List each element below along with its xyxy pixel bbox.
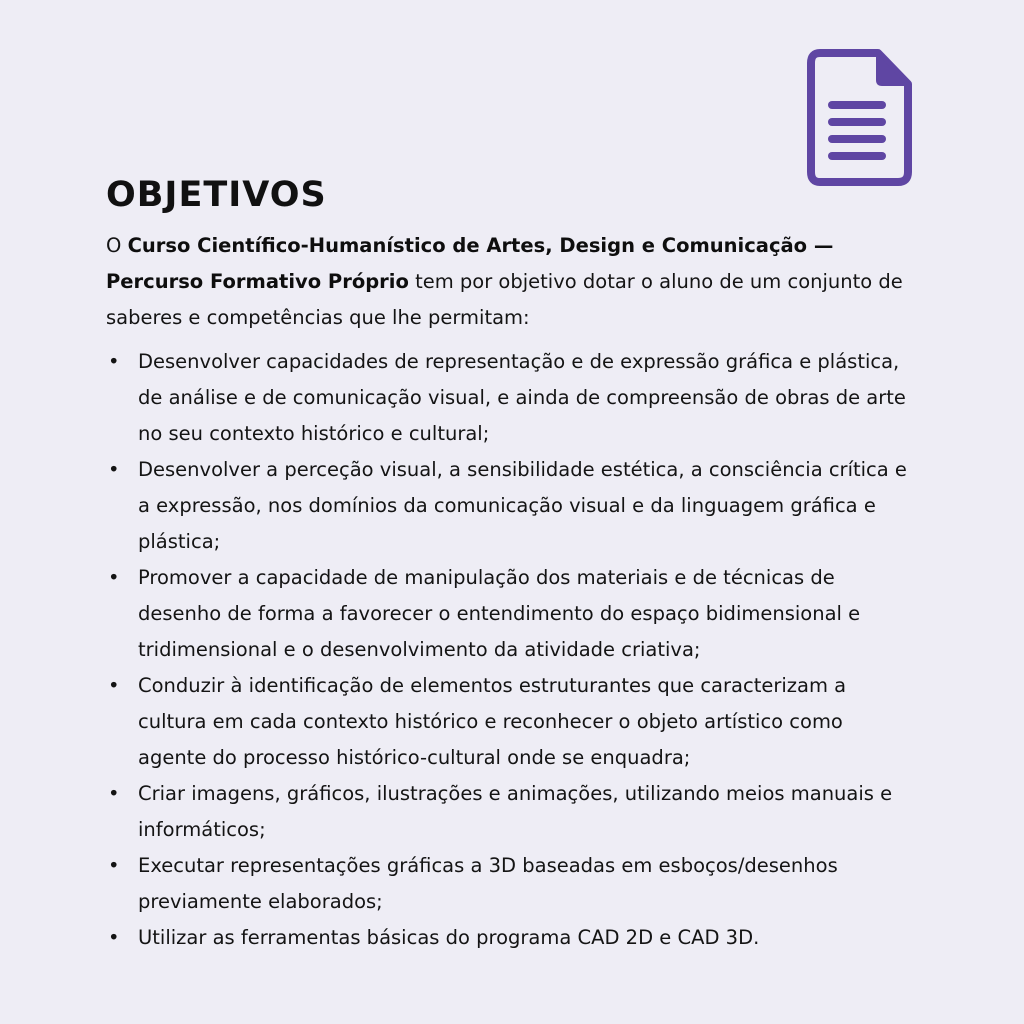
bullet: • [108, 926, 120, 949]
list-item [106, 560, 916, 668]
list-item [106, 668, 916, 776]
list-item-text: Promover a capacidade de manipulação dos materiais e de técnicas de desenho de forma a favorecer o entendimento do espaço bidimensional e tridimensional e o desenvolvimento da atividade criativa; [138, 566, 861, 661]
bullet: • [108, 566, 120, 589]
intro-prefix: O [106, 234, 128, 257]
list-item-text: Criar imagens, gráficos, ilustrações e animações, utilizando meios manuais e informáticos; [138, 782, 893, 841]
bullet: • [108, 458, 120, 481]
list-item [106, 344, 916, 452]
objectives-list [106, 344, 916, 956]
bullet: • [108, 350, 120, 373]
document-icon [806, 48, 914, 188]
bullet: • [108, 854, 120, 877]
list-item-text: Desenvolver a perceção visual, a sensibilidade estética, a consciência crítica e a expressão, nos domínios da comunicação visual e da linguagem gráfica e plástica; [138, 458, 907, 553]
list-item-text: Utilizar as ferramentas básicas do programa CAD 2D e CAD 3D. [138, 926, 760, 949]
intro-paragraph [106, 228, 916, 336]
list-item-text: Executar representações gráficas a 3D baseadas em esboços/desenhos previamente elaborados; [138, 854, 838, 913]
intro-suffix: tem por objetivo dotar o aluno de um conjunto de saberes e competências que lhe permitam: [106, 270, 903, 329]
page-title: OBJETIVOS [106, 175, 327, 215]
bullet: • [108, 674, 120, 697]
list-item-text: Desenvolver capacidades de representação e de expressão gráfica e plástica, de análise e de comunicação visual, e ainda de compreensão de obras de arte no seu contexto histórico e cultural; [138, 350, 906, 445]
list-item [106, 848, 916, 920]
course-name: Curso Científico-Humanístico de Artes, Design e Comunicação — Percurso Formativo Próprio [106, 234, 834, 293]
content-body [106, 228, 916, 956]
list-item [106, 920, 916, 956]
list-item [106, 452, 916, 560]
list-item-text: Conduzir à identificação de elementos estruturantes que caracterizam a cultura em cada contexto histórico e reconhecer o objeto artístico como agente do processo histórico-cultural onde se enquadra; [138, 674, 847, 769]
list-item [106, 776, 916, 848]
bullet: • [108, 782, 120, 805]
